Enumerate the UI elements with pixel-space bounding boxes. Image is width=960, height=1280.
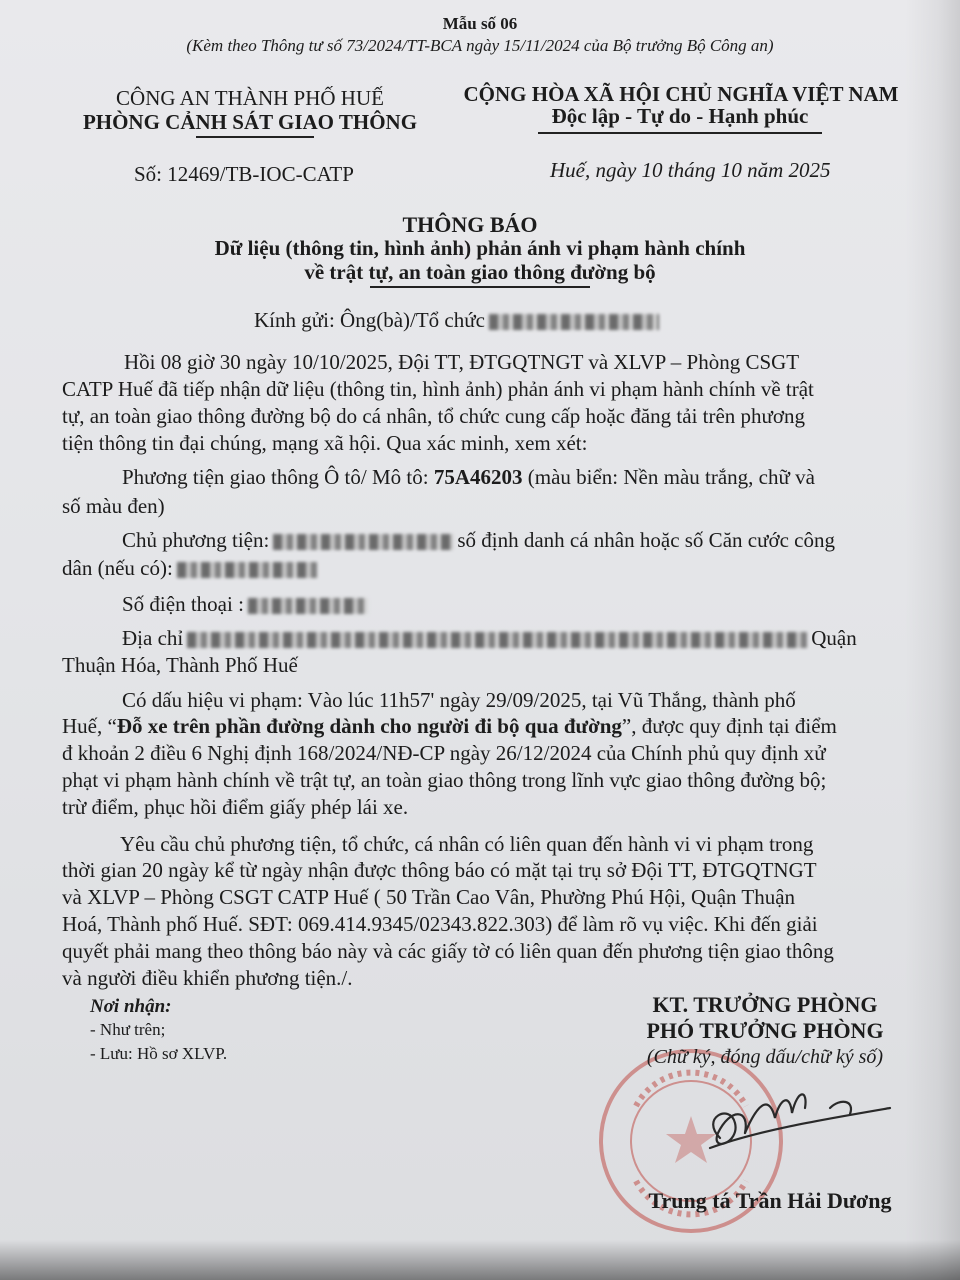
- redacted-address: [187, 632, 807, 648]
- address-line: [122, 626, 857, 651]
- request-line: Hoá, Thành phố Huế. SĐT: 069.414.9345/02343.822.303) để làm rõ vụ việc. Khi đến giải: [62, 912, 818, 936]
- form-number: Mẫu số 06: [442, 14, 518, 33]
- national-title: CỘNG HÒA XÃ HỘI CHỦ NGHĨA VIỆT NAM: [463, 82, 899, 106]
- owner-id-label2: dân (nếu có):: [62, 556, 173, 580]
- paragraph1-line: tự, an toàn giao thông đường bộ do cá nhân, tổ chức cung cấp hoặc đăng tải trên phương: [62, 404, 806, 428]
- paragraph1-line: tiện thông tin đại chúng, mạng xã hội. Qua xác minh, xem xét:: [62, 431, 588, 455]
- signature-title1: KT. TRƯỞNG PHÒNG: [652, 992, 878, 1017]
- document-subtitle-line1: Dữ liệu (thông tin, hình ảnh) phản ánh vi phạm hành chính: [214, 236, 746, 260]
- recipient-item: - Như trên;: [90, 1020, 166, 1039]
- document-title: THÔNG BÁO: [402, 212, 538, 237]
- vehicle-line2: số màu đen): [62, 494, 165, 518]
- request-line: và XLVP – Phòng CSGT CATP Huế ( 50 Trần Cao Vân, Phường Phú Hội, Quận Thuận: [62, 885, 796, 909]
- handwritten-signature: [690, 1078, 900, 1168]
- address-label: Địa chỉ: [122, 626, 184, 650]
- violation-pre: Huế, “: [62, 714, 117, 738]
- owner-line: [122, 528, 835, 553]
- request-line: thời gian 20 ngày kể từ ngày nhận được thông báo có mặt tại trụ sở Đội TT, ĐTGQTNGT: [62, 858, 817, 882]
- license-plate: 75A46203: [433, 465, 523, 489]
- redacted-addressee: [489, 314, 659, 330]
- addressee-line: [254, 308, 663, 333]
- agency-name: CÔNG AN THÀNH PHỐ HUẾ: [116, 86, 384, 110]
- redacted-id-number: [177, 562, 317, 578]
- violation-line: đ khoản 2 điều 6 Nghị định 168/2024/NĐ-CP ngày 26/12/2024 của Chính phủ quy định xử: [62, 741, 826, 765]
- signature-title2: PHÓ TRƯỞNG PHÒNG: [646, 1018, 884, 1043]
- page-bottom-shadow: [0, 1240, 960, 1280]
- title-underline: [370, 286, 590, 288]
- page-edge-shadow: [905, 0, 960, 1280]
- motto-underline: [538, 132, 822, 134]
- redacted-owner-name: [273, 534, 453, 550]
- violation-line: phạt vi phạm hành chính về trật tự, an toàn giao thông trong lĩnh vực giao thông đường bộ;: [62, 768, 827, 792]
- vehicle-label: Phương tiện giao thông Ô tô/ Mô tô:: [122, 465, 429, 489]
- address-district: Quận: [811, 626, 857, 650]
- recipients-heading: Nơi nhận:: [90, 996, 172, 1017]
- violation-line: trừ điểm, phục hồi điểm giấy phép lái xe.: [62, 795, 409, 819]
- addressee-label: Kính gửi: Ông(bà)/Tổ chức: [254, 308, 485, 332]
- plate-color: (màu biển: Nền màu trắng, chữ và: [527, 465, 815, 489]
- violation-description: [62, 714, 837, 739]
- address-line2: Thuận Hóa, Thành Phố Huế: [62, 653, 298, 677]
- agency-underline: [196, 136, 314, 138]
- request-line: Yêu cầu chủ phương tiện, tổ chức, cá nhân có liên quan đến hành vi vi phạm trong: [120, 832, 814, 856]
- owner-label: Chủ phương tiện:: [122, 528, 270, 552]
- signature-note: (Chữ ký, đóng dấu/chữ ký số): [646, 1046, 884, 1068]
- request-line: quyết phải mang theo thông báo này và các giấy tờ có liên quan đến phương tiện giao thông: [62, 939, 834, 963]
- phone-label: Số điện thoại :: [122, 592, 244, 616]
- document-subtitle-line2: về trật tự, an toàn giao thông đường bộ: [304, 260, 656, 284]
- signer-name: Trung tá Trần Hải Dương: [648, 1188, 892, 1213]
- redacted-phone: [248, 598, 368, 614]
- violation-post: ”, được quy định tại điểm: [621, 714, 837, 738]
- paragraph1-line: Hồi 08 giờ 30 ngày 10/10/2025, Đội TT, ĐTGQTNGT và XLVP – Phòng CSGT: [124, 350, 800, 374]
- paragraph1-line: CATP Huế đã tiếp nhận dữ liệu (thông tin, hình ảnh) phản ánh vi phạm hành chính về trật: [62, 377, 814, 401]
- request-line: và người điều khiển phương tiện./.: [62, 966, 353, 990]
- owner-id-label: số định danh cá nhân hoặc số Căn cước công: [457, 528, 835, 552]
- owner-id-line: [62, 556, 321, 581]
- document-number: Số: 12469/TB-IOC-CATP: [134, 162, 354, 186]
- national-motto: Độc lập - Tự do - Hạnh phúc: [551, 104, 809, 128]
- place-date: Huế, ngày 10 tháng 10 năm 2025: [550, 158, 831, 182]
- recipient-item: - Lưu: Hồ sơ XLVP.: [90, 1044, 228, 1063]
- vehicle-line: [122, 465, 815, 490]
- form-reference: (Kèm theo Thông tư số 73/2024/TT-BCA ngày 15/11/2024 của Bộ trưởng Bộ Công an): [186, 36, 774, 55]
- department-name: PHÒNG CẢNH SÁT GIAO THÔNG: [82, 110, 418, 134]
- violation-line: Có dấu hiệu vi phạm: Vào lúc 11h57' ngày 29/09/2025, tại Vũ Thắng, thành phố: [122, 688, 796, 712]
- phone-line: [122, 592, 372, 617]
- violation-behavior: Đỗ xe trên phần đường dành cho người đi bộ qua đường: [116, 714, 622, 738]
